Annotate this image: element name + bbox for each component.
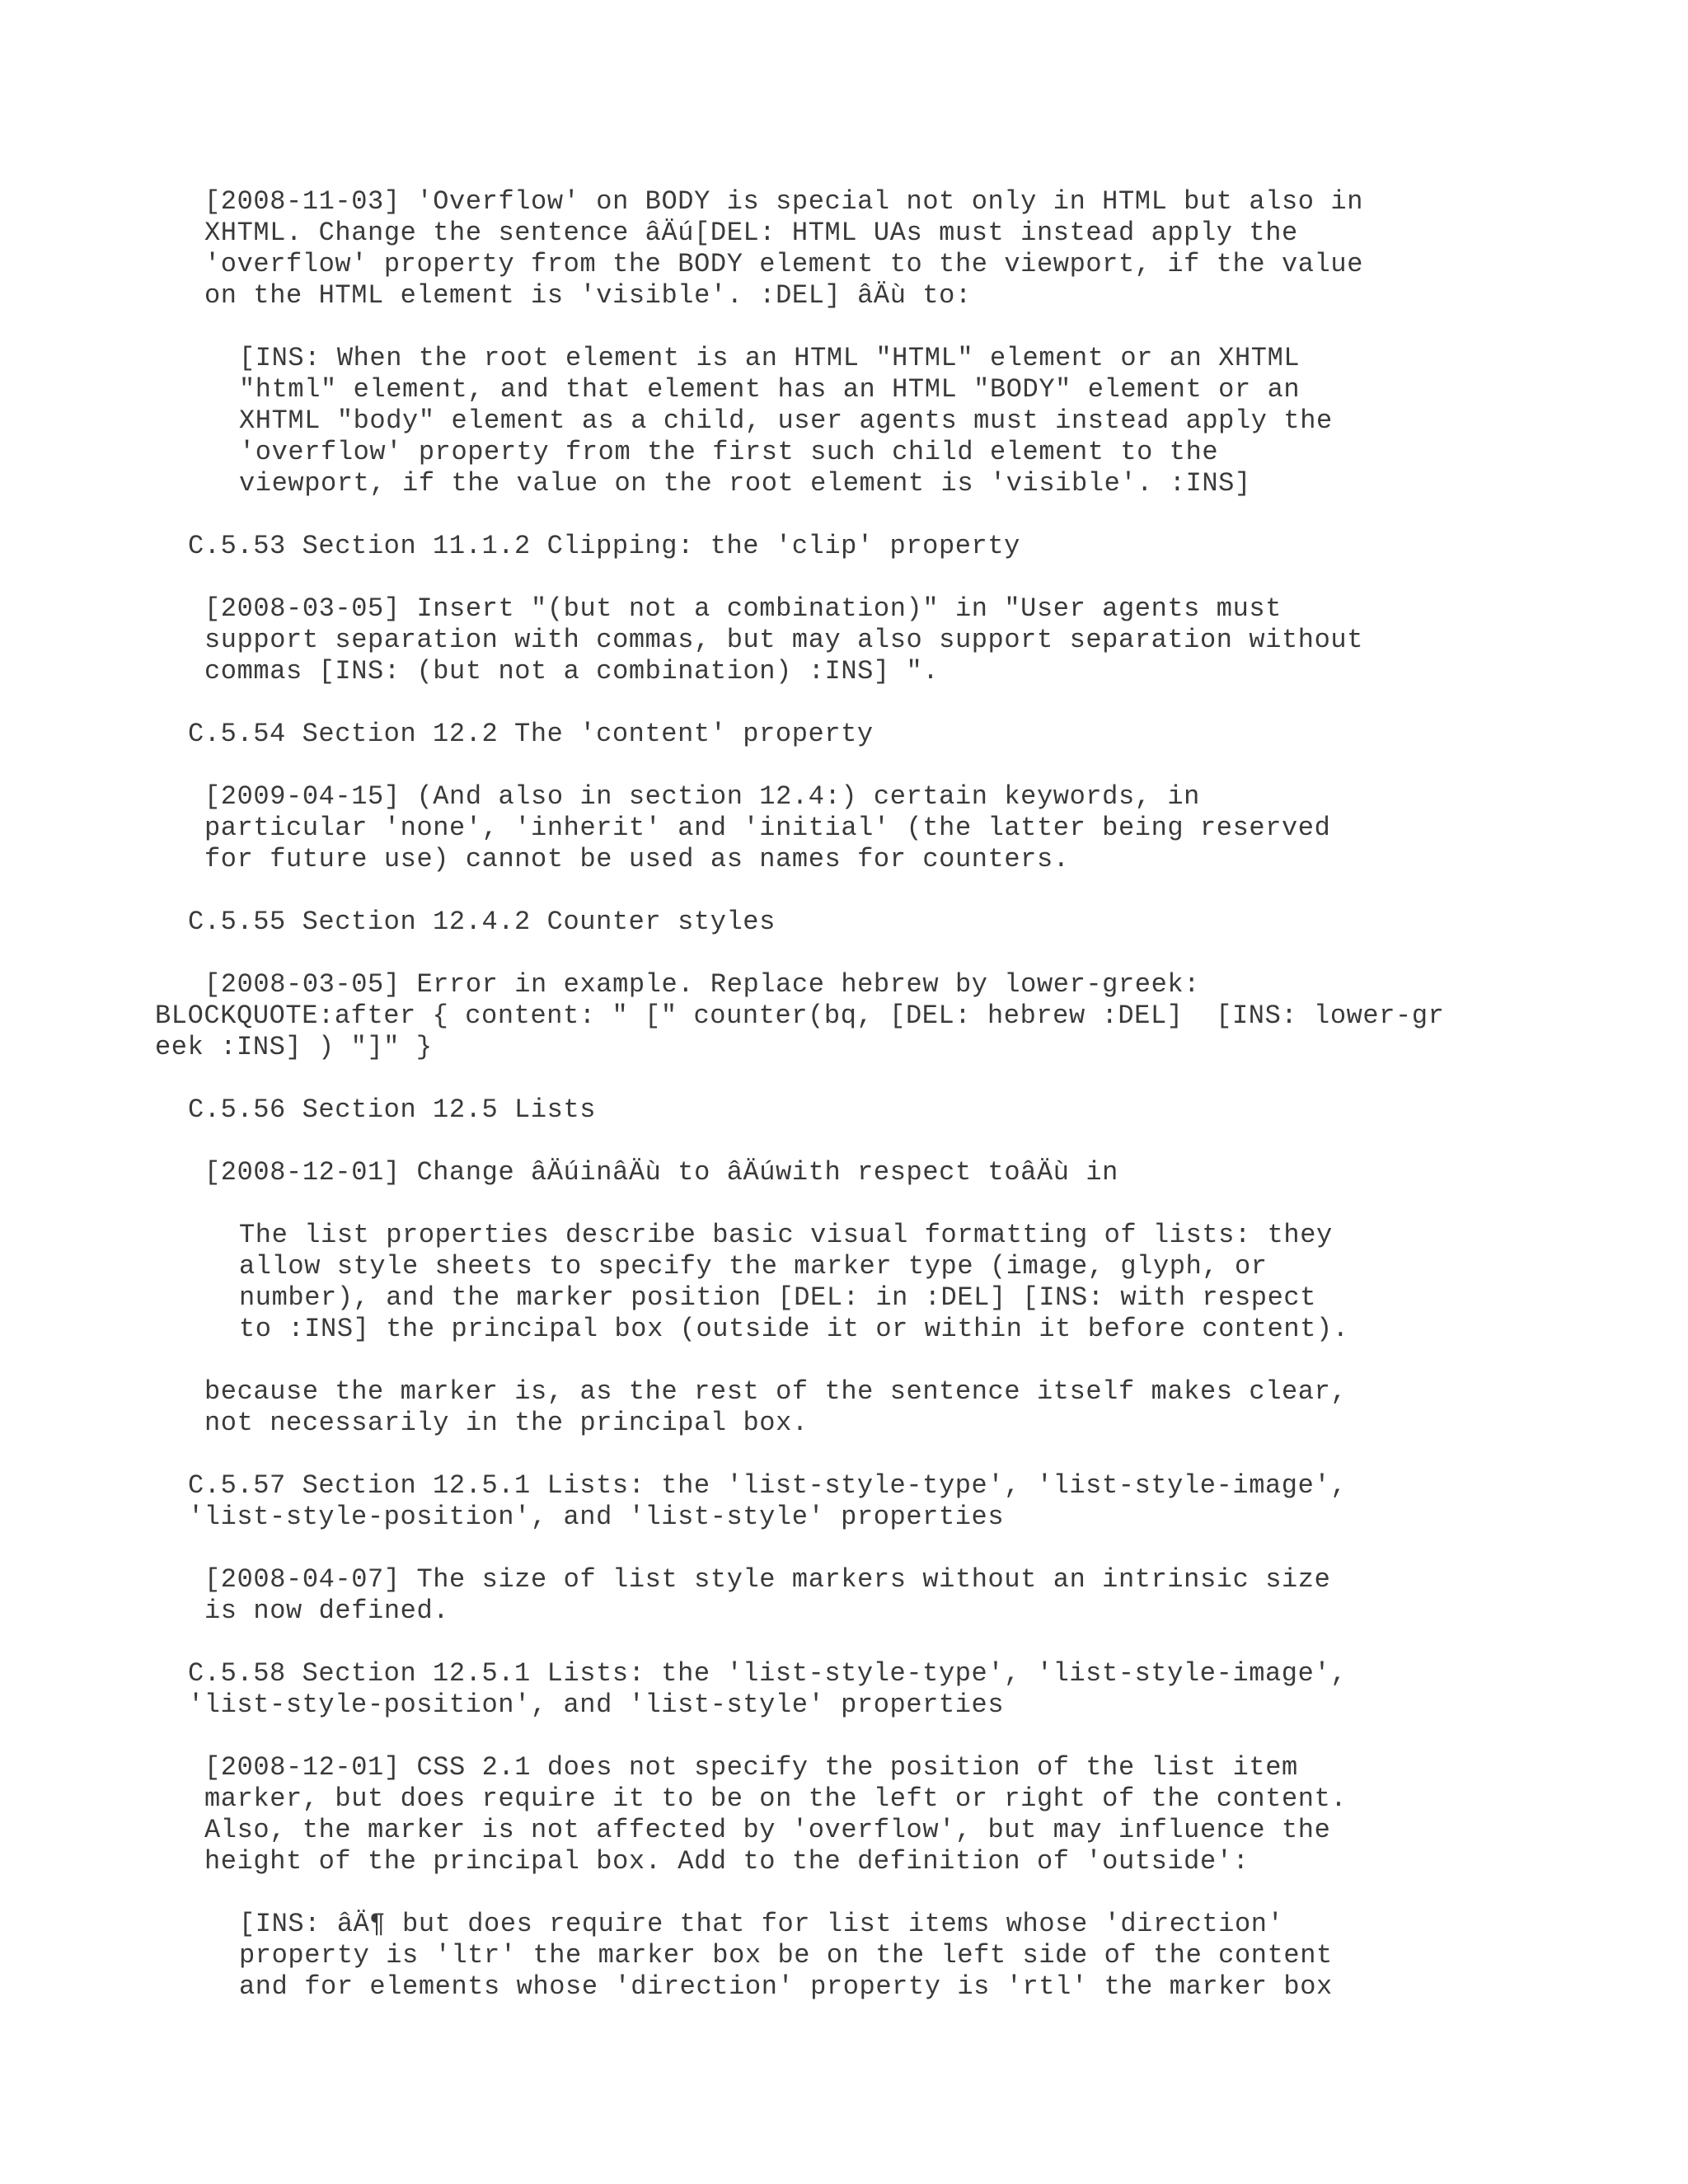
section-heading: C.5.56 Section 12.5 Lists [188,1094,597,1125]
erratum-paragraph-line: support separation with commas, but may also support separation without [204,625,1364,655]
quoted-insertion-line: viewport, if the value on the root element is 'visible'. :INS] [239,468,1251,499]
erratum-paragraph-line: height of the principal box. Add to the definition of 'outside': [204,1846,1250,1877]
quoted-insertion-line: XHTML "body" element as a child, user agents must instead apply the [239,405,1333,436]
quoted-insertion-line: "html" element, and that element has an HTML "BODY" element or an [239,374,1301,405]
erratum-paragraph-line: [2008-04-07] The size of list style markers without an intrinsic size [204,1564,1331,1595]
section-heading: C.5.58 Section 12.5.1 Lists: the 'list-style-type', 'list-style-image', [188,1658,1348,1689]
erratum-paragraph-line: because the marker is, as the rest of the sentence itself makes clear, [204,1376,1348,1407]
quoted-text-line: The list properties describe basic visual formatting of lists: they [239,1220,1333,1250]
section-heading: 'list-style-position', and 'list-style' properties [188,1690,1005,1720]
quoted-insertion-line: [INS: When the root element is an HTML "HTML" element or an XHTML [239,343,1301,373]
quoted-text-line: number), and the marker position [DEL: in :DEL] [INS: with respect [239,1282,1317,1313]
erratum-paragraph-line: on the HTML element is 'visible'. :DEL] âÄù to: [204,280,972,311]
quoted-insertion-line: property is 'ltr' the marker box be on the left side of the content [239,1940,1333,1971]
quoted-insertion-line: 'overflow' property from the first such child element to the [239,437,1219,467]
erratum-paragraph-line: [2008-11-03] 'Overflow' on BODY is special not only in HTML but also in [204,186,1364,217]
erratum-paragraph-line: [2008-03-05] Error in example. Replace hebrew by lower-greek: [204,969,1200,1000]
section-heading: C.5.57 Section 12.5.1 Lists: the 'list-style-type', 'list-style-image', [188,1470,1348,1501]
code-example-line: eek :INS] ) "]" } [155,1032,433,1062]
erratum-paragraph-line: [2009-04-15] (And also in section 12.4:) certain keywords, in [204,781,1200,812]
erratum-paragraph-line: XHTML. Change the sentence âÄú[DEL: HTML UAs must instead apply the [204,218,1298,248]
erratum-paragraph-line: 'overflow' property from the BODY element to the viewport, if the value [204,249,1364,279]
erratum-paragraph-line: [2008-12-01] Change âÄúinâÄù to âÄúwith respect toâÄù in [204,1157,1118,1188]
code-example-line: BLOCKQUOTE:after { content: " [" counter(bq, [DEL: hebrew :DEL] [INS: lower-gr [155,1001,1445,1031]
erratum-paragraph-line: not necessarily in the principal box. [204,1408,809,1438]
quoted-insertion-line: and for elements whose 'direction' property is 'rtl' the marker box [239,1971,1333,2002]
quoted-text-line: allow style sheets to specify the marker type (image, glyph, or [239,1251,1268,1282]
section-heading: C.5.55 Section 12.4.2 Counter styles [188,907,776,937]
erratum-paragraph-line: [2008-03-05] Insert "(but not a combination)" in "User agents must [204,593,1282,624]
erratum-paragraph-line: Also, the marker is not affected by 'overflow', but may influence the [204,1815,1331,1845]
section-heading: C.5.54 Section 12.2 The 'content' property [188,719,874,749]
section-heading: 'list-style-position', and 'list-style' properties [188,1502,1005,1532]
erratum-paragraph-line: [2008-12-01] CSS 2.1 does not specify the position of the list item [204,1752,1298,1783]
erratum-paragraph-line: is now defined. [204,1596,450,1626]
section-heading: C.5.53 Section 11.1.2 Clipping: the 'clip' property [188,531,1020,561]
erratum-paragraph-line: for future use) cannot be used as names for counters. [204,844,1070,874]
erratum-paragraph-line: commas [INS: (but not a combination) :INS] ". [204,656,940,687]
erratum-paragraph-line: marker, but does require it to be on the left or right of the content. [204,1783,1348,1814]
quoted-text-line: to :INS] the principal box (outside it or within it before content). [239,1314,1349,1344]
erratum-paragraph-line: particular 'none', 'inherit' and 'initial' (the latter being reserved [204,813,1331,843]
quoted-insertion-line: [INS: âÄ¶ but does require that for list items whose 'direction' [239,1909,1284,1939]
